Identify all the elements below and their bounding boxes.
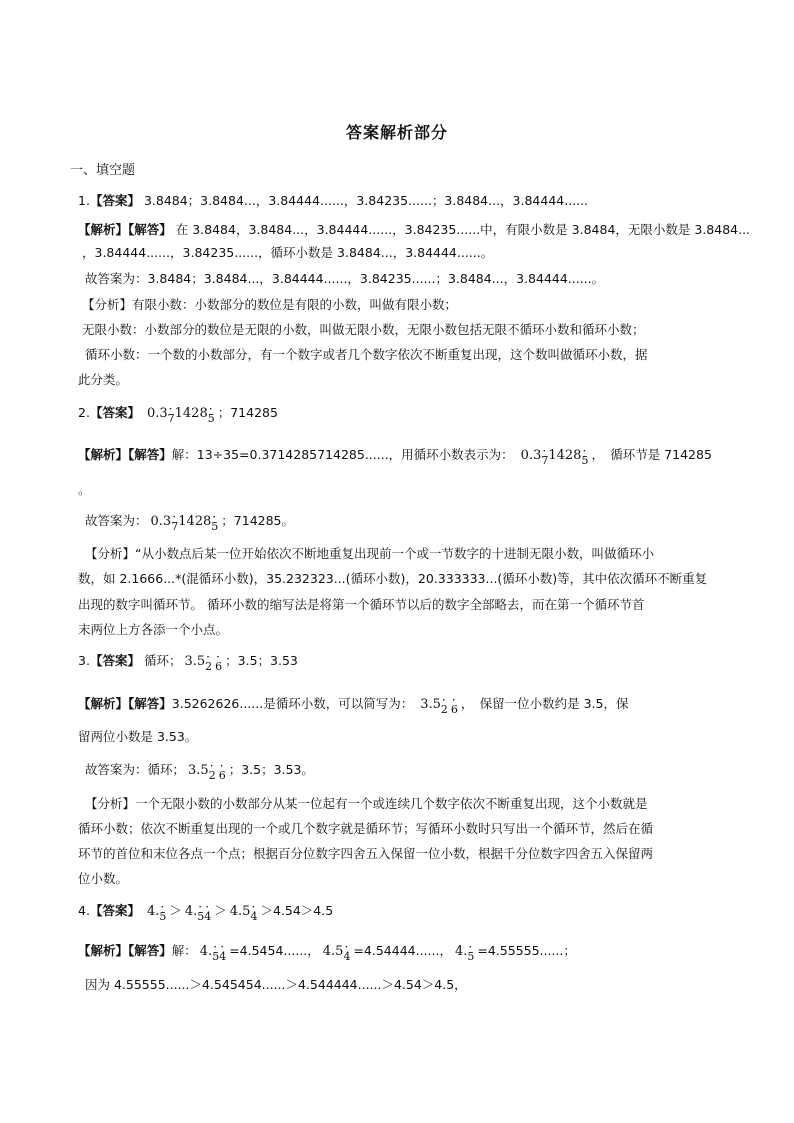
repeat-dot-icon: · [208,402,213,416]
q4-analysis-tag: 【解析】【解答】 [78,943,172,958]
repeat-dot-icon: · [198,900,203,914]
q1-analysis-line-1 [78,221,750,239]
q2-analysis-line-2: 。 [78,482,91,497]
q4-answer-tag: 【答案】 [89,903,140,918]
q1-analysis-tag: 【解析】【解答】 [78,222,172,237]
repeat-dot-icon: · [209,759,214,773]
repeat-dot-icon: · [441,693,446,707]
q2-final-answer: 故答案为： $0.3_{7 \cdot}$ $1428_{5 \cdot}$ ；714285。 [85,510,295,533]
repeat-dot-icon: · [542,444,547,458]
q2-analysis-note-4: 末两位上方各添一个小点。 [78,622,229,637]
repeat-dot-icon: · [205,900,210,914]
q3-analysis-tag: 【解析】【解答】 [78,696,172,711]
q3-answer-line: 3.【答案】 循环； $3.5_{2 \cdot}$ $_{6 \cdot}$ ；3.5；3.53 [78,650,298,673]
repeat-dot-icon: · [160,900,165,914]
q3-analysis-note-4: 位小数。 [78,871,129,886]
q2-number: 2. [78,405,90,420]
q4-decimal-2: $4._{5 \cdot}$ $_{4 \cdot}$ [184,900,212,923]
q1-analysis-text-1: 在 3.8484，3.8484...，3.84444......，3.84235......中，有限小数是 3.8484，无限小数是 3.8484... [175,222,751,237]
q4-answer-line: 4.【答案】 $4._{5 \cdot}$ ＞ $4._{5 \cdot}$ $_{4 \cdot}$ ＞ $4.5_{4 \cdot}$ ＞4.54＞4.5 [78,900,334,923]
q2-analysis-note-3: 出现的数字叫循环节。 循环小数的缩写法是将第一个循环节以后的数字全部略去，而在第一个循环节首 [78,597,645,612]
q3-repeating-decimal-2: $3.5_{2 \cdot}$ $_{6 \cdot}$ [420,693,458,716]
q4-decimal-3: $4.5_{4 \cdot}$ [229,900,258,923]
q1-analysis-note-1: 【分析】有限小数：小数部分的数位是有限的小数，叫做有限小数； [82,297,458,312]
q4-analysis-line-1: 【解析】【解答】解： $4._{5 \cdot}$ $_{4 \cdot}$ =4.5454......， $4.5_{4 \cdot}$ =4.54444......， $4._{5 \cdot}$ =4.55555......； [78,940,576,963]
q1-answer-tag: 【答案】 [89,193,140,208]
q1-answer-text: 3.8484；3.8484...，3.84444......，3.84235......；3.8484...，3.84444...... [143,193,589,208]
q2-answer-line [78,404,278,423]
q2-answer-tag: 【答案】 [89,405,140,420]
repeat-dot-icon: · [582,444,587,458]
q1-final-answer: 故答案为：3.8484；3.8484...，3.84444......，3.84235......；3.8484...，3.84444......。 [85,271,605,286]
q4-decimal-b: $4.5_{4 \cdot}$ [322,940,351,963]
q3-analysis-note-2: 循环小数；依次不断重复出现的一个或几个数字就是循环节；写循环小数时只写出一个循环节，然后在循 [78,821,654,836]
repeat-dot-icon: · [251,900,256,914]
repeat-dot-icon: · [213,940,218,954]
q1-analysis-note-3: 循环小数：一个数的小数部分，有一个数字或者几个数字依次不断重复出现，这个数叫做循环小数，据 [85,347,648,362]
q2-analysis-line-1: 【解析】【解答】解：13÷35=0.3714285714285......，用循环小数表示为： $0.3_{7 \cdot}$ $1428_{5 \cdot}$ ， 循环节是 714285 [78,444,712,467]
q1-analysis-note-2: 无限小数：小数部分的数位是无限的小数，叫做无限小数，无限小数包括无限不循环小数和循环小数； [82,322,645,337]
q3-analysis-note-3: 环节的首位和末位各点一个点；根据百分位数字四舍五入保留一位小数，根据千分位数字四舍五入保留两 [78,846,654,861]
q3-repeating-decimal: $3.5_{2 \cdot}$ $_{6 \cdot}$ [184,650,223,673]
q3-number: 3. [78,653,90,668]
q4-number: 4. [78,903,90,918]
q2-analysis-tag: 【解析】【解答】 [78,447,172,462]
page-title: 答案解析部分 [345,123,448,142]
q3-analysis-line-2: 留两位小数是 3.53。 [78,729,198,744]
repeat-dot-icon: · [451,693,456,707]
repeat-dot-icon: · [219,759,224,773]
q1-analysis-note-4: 此分类。 [78,372,129,387]
q3-repeating-decimal-3: $3.5_{2 \cdot}$ $_{6 \cdot}$ [188,759,226,782]
q1-number: 1. [78,193,90,208]
q1-answer-line [78,192,588,210]
repeat-dot-icon: · [216,650,220,664]
section-heading: 一、填空题 [70,163,136,178]
repeat-dot-icon: · [220,940,225,954]
repeat-dot-icon: · [172,510,177,524]
q2-repeating-decimal-2: $0.3_{7 \cdot}$ $1428_{5 \cdot}$ [520,444,589,467]
q4-decimal-a: $4._{5 \cdot}$ $_{4 \cdot}$ [199,940,227,963]
q2-answer-tail: ；714285 [217,405,278,420]
q4-because-line: 因为 4.55555......＞4.545454......＞4.544444......＞4.54＞4.5， [85,977,467,992]
q2-repeating-decimal: $0.3_{7 \cdot}$ $1428_{5 \cdot}$ [146,402,215,425]
q3-analysis-note-1: 【分析】一个无限小数的小数部分从某一位起有一个或连续几个数字依次不断重复出现，这个小数就是 [85,796,648,811]
repeat-dot-icon: · [212,510,217,524]
q2-analysis-note-2: 数，如 2.1666...*(混循环小数)，35.232323...(循环小数)，20.333333...(循环小数)等，其中依次循环不断重复 [78,571,708,586]
q2-repeating-decimal-3: $0.3_{7 \cdot}$ $1428_{5 \cdot}$ [150,510,219,533]
q3-final-answer: 故答案为：循环； $3.5_{2 \cdot}$ $_{6 \cdot}$ ；3.5；3.53。 [85,759,314,782]
repeat-dot-icon: · [344,940,349,954]
repeat-dot-icon: · [468,940,473,954]
repeat-dot-icon: · [206,650,210,664]
q1-analysis-line-2: ，3.84444......，3.84235......，循环小数是 3.8484...，3.84444......。 [82,245,494,260]
q4-decimal-c: $4._{5 \cdot}$ [454,940,475,963]
repeat-dot-icon: · [168,402,173,416]
q3-analysis-line-1: 【解析】【解答】3.5262626......是循环小数，可以简写为： $3.5_{2 \cdot}$ $_{6 \cdot}$ ， 保留一位小数约是 3.5，保 [78,693,629,716]
q2-analysis-note-1: 【分析】“从小数点后某一位开始依次不断地重复出现前一个或一节数字的十进制无限小数，叫做循环小 [85,546,654,561]
q3-answer-tag: 【答案】 [89,653,140,668]
q4-decimal-1: $4._{5 \cdot}$ [146,900,167,923]
